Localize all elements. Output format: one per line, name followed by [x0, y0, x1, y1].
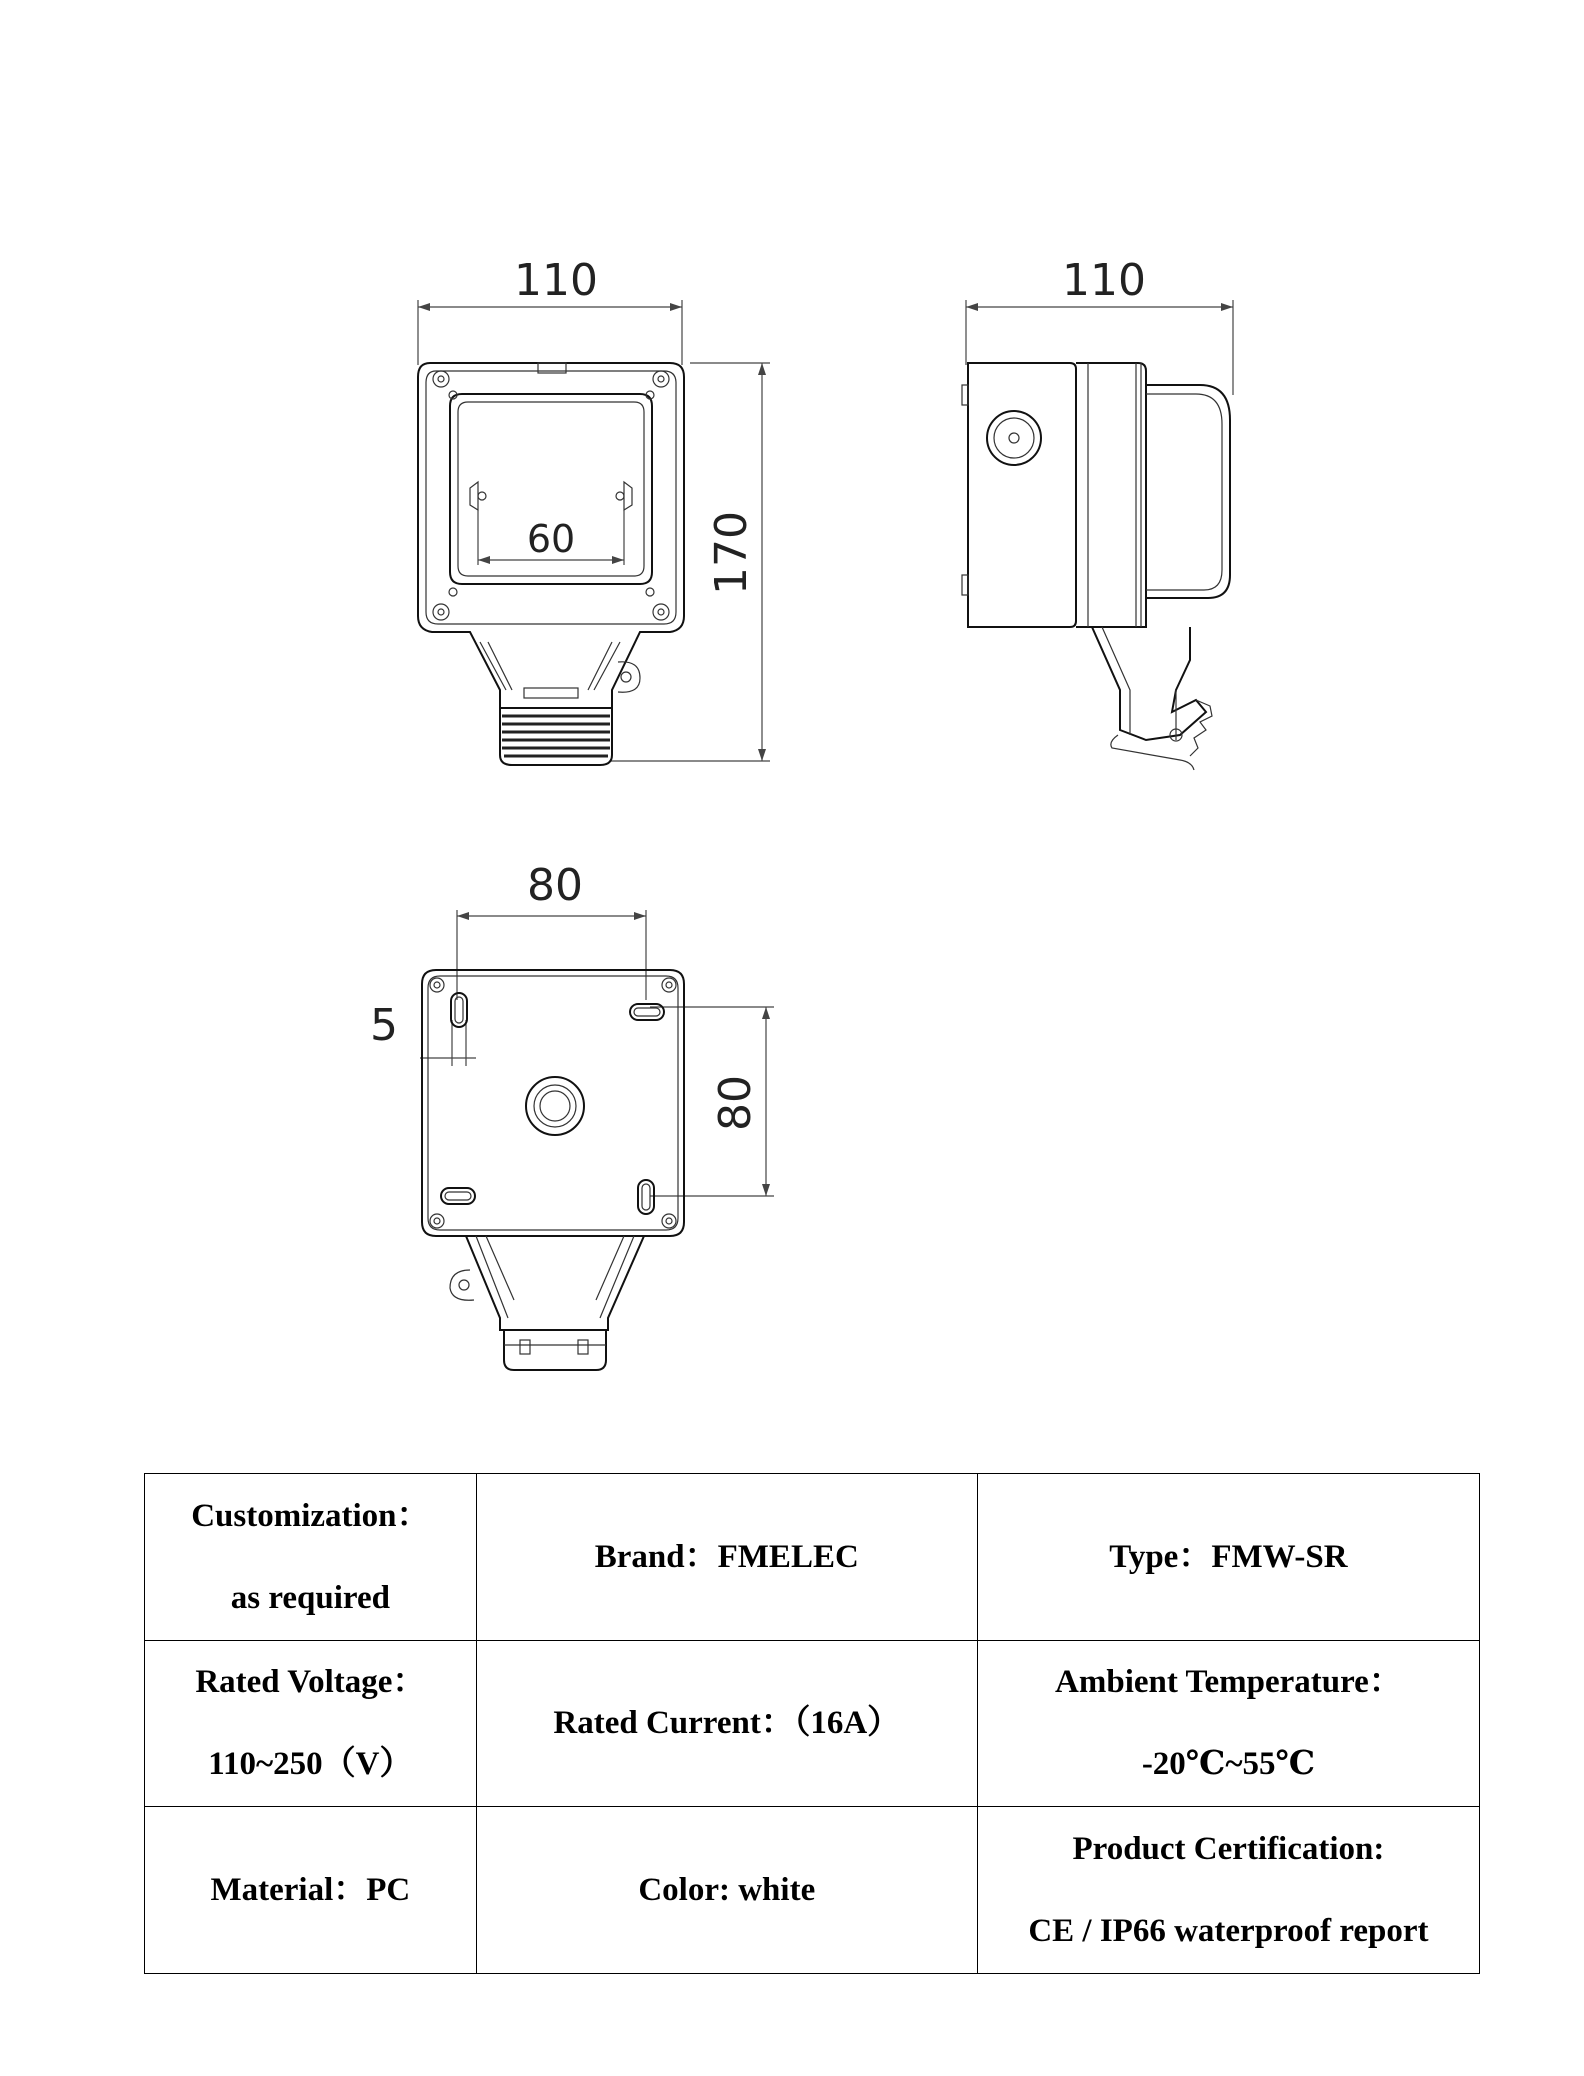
rated-current-cell: [476, 1640, 977, 1807]
front-width-label: 110: [514, 255, 598, 306]
material-text: Material：PC: [210, 1872, 411, 1909]
table-row: [145, 1640, 1480, 1807]
front-view: [418, 255, 770, 765]
back-hole-spacing-label: 80: [527, 860, 583, 911]
type-cell: [977, 1474, 1479, 1641]
front-height-label: 170: [706, 511, 757, 595]
side-view: [962, 255, 1233, 770]
back-vertical-spacing-label: 80: [710, 1075, 761, 1131]
rated-voltage-cell: [145, 1640, 477, 1807]
brand-cell: [476, 1474, 977, 1641]
customization-cell: [145, 1474, 477, 1641]
specification-table: [144, 1473, 1480, 1974]
table-row: [145, 1474, 1480, 1641]
customization-label: Customization：: [191, 1497, 430, 1534]
certification-label: Product Certification:: [1072, 1831, 1385, 1868]
back-slot-label: 5: [370, 1000, 398, 1051]
rated-current-text: Rated Current：（16A）: [553, 1705, 901, 1742]
ambient-temperature-cell: [977, 1640, 1479, 1807]
front-inner-width-label: 60: [526, 517, 576, 561]
ambient-temperature-value: -20℃~55℃: [1141, 1746, 1316, 1783]
certification-value: CE / IP66 waterproof report: [1028, 1913, 1429, 1950]
color-text: Color: white: [638, 1872, 816, 1909]
brand-text: Brand：FMELEC: [594, 1538, 859, 1575]
type-text: Type：FMW-SR: [1109, 1538, 1348, 1575]
color-cell: [476, 1807, 977, 1974]
back-view: [370, 860, 774, 1370]
side-depth-label: 110: [1062, 255, 1146, 306]
material-cell: [145, 1807, 477, 1974]
rated-voltage-label: Rated Voltage：: [195, 1664, 426, 1701]
ambient-temperature-label: Ambient Temperature：: [1055, 1664, 1402, 1701]
rated-voltage-value: 110~250（V）: [208, 1746, 413, 1783]
table-row: [145, 1807, 1480, 1974]
certification-cell: [977, 1807, 1479, 1974]
customization-value: as required: [230, 1579, 390, 1616]
